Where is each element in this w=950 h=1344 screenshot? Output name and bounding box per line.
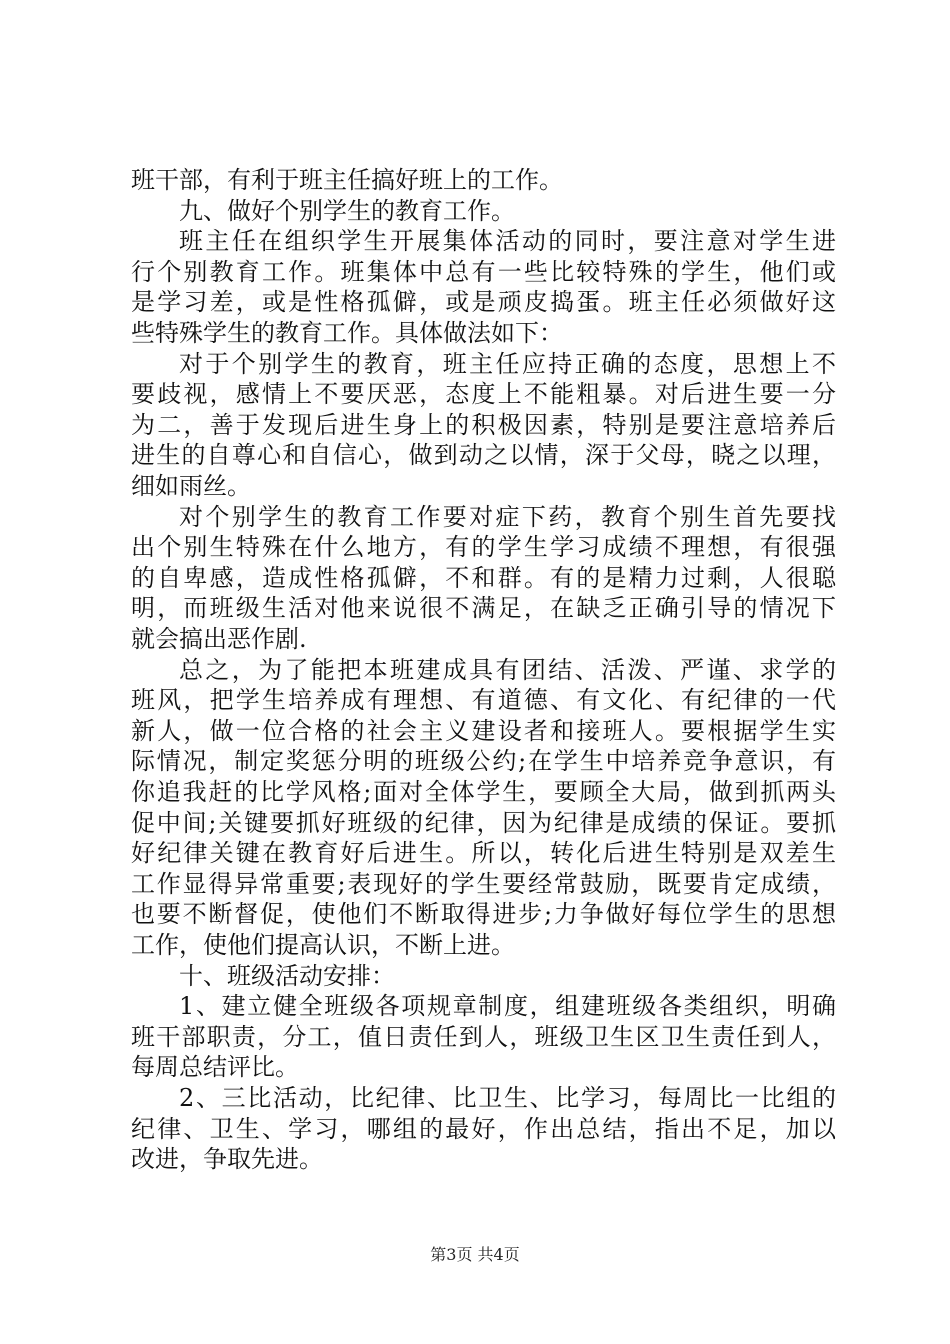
text-line: 班干部，有利于班主任搞好班上的工作。 — [131, 166, 563, 194]
text-line: 的自卑感，造成性格孤僻，不和群。有的是精力过剩，人很聪 — [131, 563, 836, 592]
text-line: 促中间;关键要抓好班级的纪律，因为纪律是成绩的保证。要抓 — [131, 808, 836, 837]
text-line: 每周总结评比。 — [131, 1053, 299, 1082]
text-line: 班主任在组织学生开展集体活动的同时，要注意对学生进 — [179, 227, 836, 256]
text-line: 明，而班级生活对他来说很不满足，在缺乏正确引导的情况下 — [131, 594, 836, 623]
text-line: 行个别教育工作。班集体中总有一些比较特殊的学生，他们或 — [131, 257, 836, 286]
text-line: 改进，争取先进。 — [131, 1145, 323, 1174]
text-line: 对于个别学生的教育，班主任应持正确的态度，思想上不 — [179, 349, 836, 378]
text-line: 好纪律关键在教育好后进生。所以，转化后进生特别是双差生 — [131, 839, 836, 868]
text-line: 工作显得异常重要;表现好的学生要经常鼓励，既要肯定成绩， — [131, 869, 836, 898]
text-line: 九、做好个别学生的教育工作。 — [179, 196, 515, 225]
text-line: 是学习差，或是性格孤僻，或是顽皮捣蛋。班主任必须做好这 — [131, 288, 836, 317]
text-line: 班干部职责，分工，值日责任到人，班级卫生区卫生责任到人， — [131, 1022, 836, 1051]
text-line: 纪律、卫生、学习，哪组的最好，作出总结，指出不足，加以 — [131, 1114, 836, 1143]
text-line: 细如雨丝。 — [131, 472, 251, 500]
text-line: 就会搞出恶作剧. — [131, 625, 307, 653]
text-line: 2、三比活动，比纪律、比卫生、比学习，每周比一比组的 — [179, 1084, 836, 1112]
text-line: 进生的自尊心和自信心，做到动之以情，深于父母，晓之以理， — [131, 441, 836, 470]
text-line: 总之，为了能把本班建成具有团结、活泼、严谨、求学的 — [179, 655, 836, 684]
text-line: 新人，做一位合格的社会主义建设者和接班人。要根据学生实 — [131, 716, 836, 745]
text-line: 些特殊学生的教育工作。具体做法如下： — [131, 319, 563, 347]
text-line: 你追我赶的比学风格;面对全体学生，要顾全大局，做到抓两头 — [131, 778, 836, 806]
text-line: 十、班级活动安排： — [179, 961, 395, 990]
text-line: 也要不断督促，使他们不断取得进步;力争做好每位学生的思想 — [131, 900, 836, 929]
text-line: 班风，把学生培养成有理想、有道德、有文化、有纪律的一代 — [131, 686, 836, 715]
text-line: 工作，使他们提高认识，不断上进。 — [131, 931, 515, 959]
text-line: 为二，善于发现后进生身上的积极因素，特别是要注意培养后 — [131, 410, 836, 439]
text-line: 1、建立健全班级各项规章制度，组建班级各类组织，明确 — [179, 992, 836, 1021]
page-footer: 第3页 共4页 — [430, 1245, 520, 1264]
text-line: 际情况，制定奖惩分明的班级公约;在学生中培养竞争意识，有 — [131, 747, 836, 776]
text-line: 对个别学生的教育工作要对症下药，教育个别生首先要找 — [179, 502, 836, 531]
text-line: 出个别生特殊在什么地方，有的学生学习成绩不理想，有很强 — [131, 533, 836, 562]
text-line: 要歧视，感情上不要厌恶，态度上不能粗暴。对后进生要一分 — [131, 380, 836, 409]
